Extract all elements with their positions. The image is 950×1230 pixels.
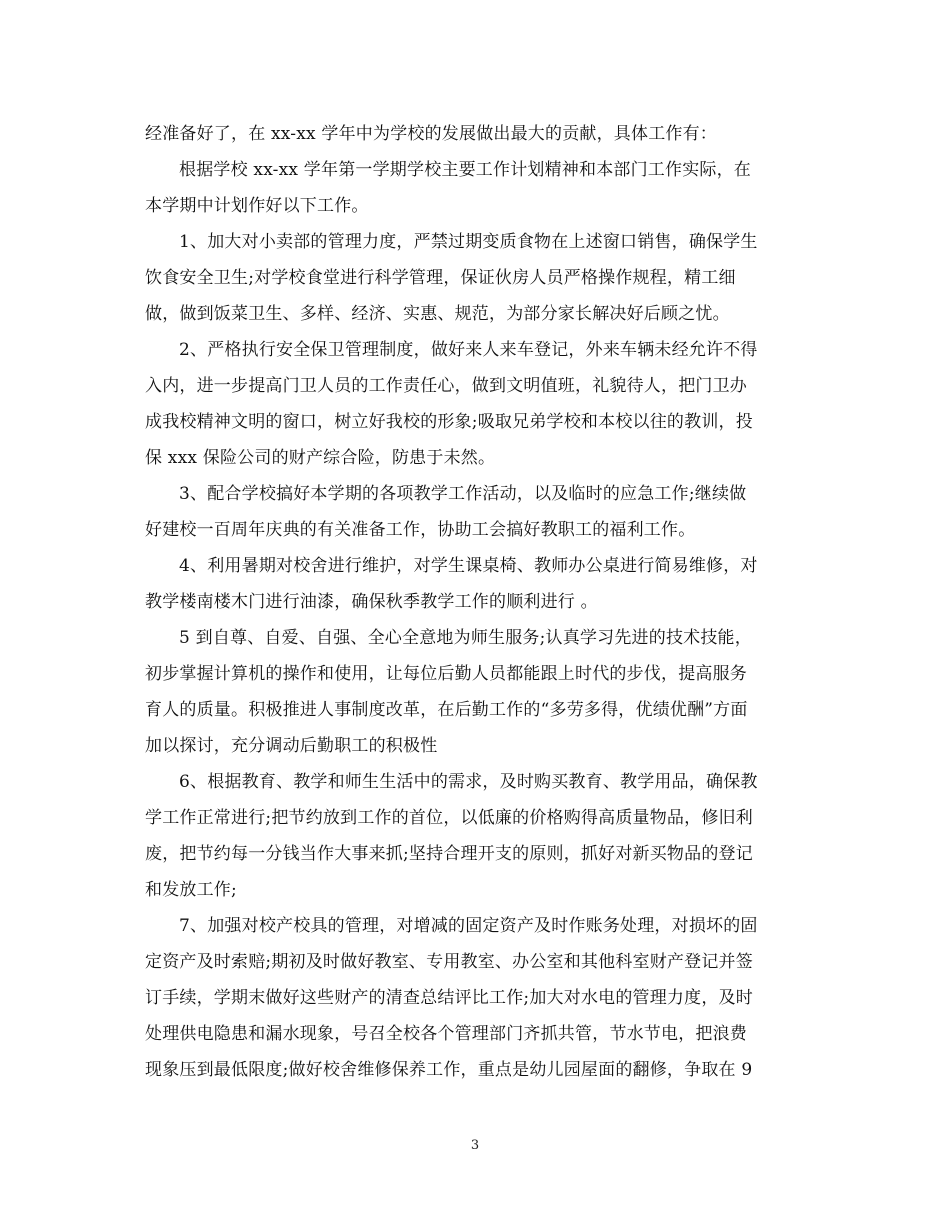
paragraph — [145, 548, 810, 620]
text-line: 根据学校 xx-xx 学年第一学期学校主要工作计划精神和本部门工作实际，在 — [179, 160, 752, 180]
text-line: 6、根据教育、教学和师生生活中的需求，及时购买教育、教学用品，确保教 — [179, 772, 758, 792]
paragraph — [145, 116, 810, 152]
text-line: 废，把节约每一分钱当作大事来抓;坚持合理开支的原则，抓好对新买物品的登记 — [145, 844, 753, 864]
text-line: 处理供电隐患和漏水现象，号召全校各个管理部门齐抓共管，节水节电，把浪费 — [145, 1024, 747, 1044]
page-number: 3 — [470, 1138, 480, 1153]
text-line: 饮食安全卫生;对学校食堂进行科学管理，保证伙房人员严格操作规程，精工细 — [145, 268, 736, 288]
text-line: 教学楼南楼木门进行油漆，确保秋季教学工作的顺利进行 。 — [145, 592, 598, 612]
paragraph — [145, 764, 810, 908]
paragraph — [145, 224, 810, 332]
paragraph — [145, 332, 810, 476]
text-line: 3、配合学校搞好本学期的各项教学工作活动，以及临时的应急工作;继续做 — [179, 484, 747, 504]
paragraph — [145, 476, 810, 548]
text-line: 好建校一百周年庆典的有关准备工作，协助工会搞好教职工的福利工作。 — [145, 520, 696, 540]
text-line: 成我校精神文明的窗口，树立好我校的形象;吸取兄弟学校和本校以往的教训，投 — [145, 412, 753, 432]
text-line: 初步掌握计算机的操作和使用，让每位后勤人员都能跟上时代的步伐，提高服务 — [145, 664, 747, 684]
text-line: 育人的质量。积极推进人事制度改革，在后勤工作的“多劳多得，优绩优酬”方面 — [145, 700, 748, 720]
text-line: 保 xxx 保险公司的财产综合险，防患于未然。 — [145, 448, 496, 468]
text-line: 和发放工作; — [145, 880, 237, 900]
text-line: 入内，进一步提高门卫人员的工作责任心，做到文明值班，礼貌待人，把门卫办 — [145, 376, 747, 396]
text-line: 学工作正常进行;把节约放到工作的首位，以低廉的价格购得高质量物品，修旧利 — [145, 808, 753, 828]
paragraph — [145, 620, 810, 764]
text-line: 现象压到最低限度;做好校舍维修保养工作，重点是幼儿园屋面的翻修，争取在 9 — [145, 1060, 753, 1080]
text-line: 订手续，学期末做好这些财产的清查总结评比工作;加大对水电的管理力度，及时 — [145, 988, 753, 1008]
text-line: 经准备好了，在 xx-xx 学年中为学校的发展做出最大的贡献，具体工作有： — [145, 124, 718, 144]
text-line: 做，做到饭菜卫生、多样、经济、实惠、规范，为部分家长解决好后顾之忧。 — [145, 304, 730, 324]
text-line: 加以探讨，充分调动后勤职工的积极性 — [145, 736, 438, 756]
text-line: 2、严格执行安全保卫管理制度，做好来人来车登记，外来车辆未经允许不得 — [179, 340, 758, 360]
text-line: 4、利用暑期对校舍进行维护，对学生课桌椅、教师办公桌进行简易维修，对 — [179, 556, 758, 576]
text-line: 7、加强对校产校具的管理，对增减的固定资产及时作账务处理，对损坏的固 — [179, 916, 758, 936]
text-line: 1、加大对小卖部的管理力度，严禁过期变质食物在上述窗口销售，确保学生 — [179, 232, 758, 252]
text-line: 本学期中计划作好以下工作。 — [145, 196, 369, 216]
text-line: 定资产及时索赔;期初及时做好教室、专用教室、办公室和其他科室财产登记并签 — [145, 952, 753, 972]
paragraph — [145, 152, 810, 224]
paragraph — [145, 908, 810, 1088]
document-body — [145, 116, 810, 1088]
text-line: 5 到自尊、自爱、自强、全心全意地为师生服务;认真学习先进的技术技能， — [179, 628, 752, 648]
